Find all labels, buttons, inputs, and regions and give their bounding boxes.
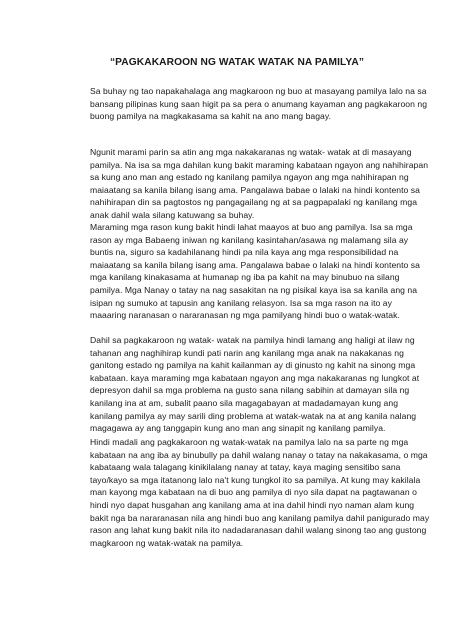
paragraph-line: hindi nyo dapat husgahan ang kanilang ama at ina dahil hindi nyo naman alam kung xyxy=(90,499,415,510)
paragraph-line: kanilang ina at am, subalit paano sila magagabayan at madadamayan kung ang xyxy=(90,397,399,408)
paragraph-line: kabataan. kaya maraming mga kabataan ngayon ang mga nakakaranas ng lungkot at xyxy=(90,372,420,383)
paragraph-line: pamilya. Na isa sa mga dahilan kung bakit maraming kabataan ngayon ang nahihirapan xyxy=(90,159,429,170)
paragraph-4 xyxy=(90,334,420,435)
paragraph-3 xyxy=(90,221,420,322)
paragraph-line: isipan ng sumuko at tapusin ang kanilang relasyon. Isa sa mga rason na ito ay xyxy=(90,297,392,308)
paragraph-line: man kayong mga kabataan na di buo ang pamilya di nyo sila dapat na pagtawanan o xyxy=(90,487,417,498)
paragraph-line: kabataang wala talagang kinikilalang nanay at tatay, kaya maging sensitibo sana xyxy=(90,462,401,473)
paragraph-line: tayo/kayo sa mga itatanong lalo na't kung tungkol ito sa pamilya. At kung may kakilala xyxy=(90,474,421,485)
paragraph-line: Dahil sa pagkakaroon ng watak- watak na pamilya hindi lamang ang haligi at ilaw ng xyxy=(90,335,415,345)
paragraph-line: maiaatang sa kanila bilang isang ama. Pangalawa babae o lalaki na hindi kontento sa xyxy=(90,184,420,195)
paragraph-line: buntis na, siguro sa kadahilanang hindi pa nila kaya ang mga responsibilidad na xyxy=(90,247,399,258)
paragraph-line: magagawa ay ang tanggapin kung ano man ang sinapit ng kanilang pamilya. xyxy=(90,423,386,434)
paragraph-line: mga kanilang kinakasama at humanap ng iba pa kahit na may binubuo na silang xyxy=(90,272,400,283)
paragraph-line: Ngunit marami parin sa atin ang mga nakakaranas ng watak- watak at di masayang xyxy=(90,147,412,157)
paragraph-line: depresyon dahil sa mga problema na gusto sana nilang sabihin at damayan sila ng xyxy=(90,385,410,396)
paragraph-line: bakit nga ba nararanasan nila ang hindi buo ang kanilang pamilya dahil panigurado may xyxy=(90,512,430,523)
paragraph-line: maaaring naranasan o nararanasan ng mga pamilyang hindi buo o watak-watak. xyxy=(90,310,400,321)
paragraph-line: maiaatang sa kanila bilang isang ama. Pangalawa babae o lalaki na hindi kontento sa xyxy=(90,259,420,270)
paragraph-5 xyxy=(90,436,430,549)
paragraph-line: tahanan ang naghihirap kundi pati narin ang kanilang mga anak na nakakanas ng xyxy=(90,347,404,358)
paragraph-line: rason ang lahat kung bakit nila ito nadadaranasan dahil walang sinong tao ang gustong xyxy=(90,525,427,536)
paragraph-line: rason ay mga Babaeng iniwan ng kanilang kasintahan/asawa ng malamang sila ay xyxy=(90,234,409,245)
paragraph-line: Hindi madali ang pagkakaroon ng watak-watak na pamilya lalo na sa parte ng mga xyxy=(90,437,409,447)
paragraph-line: Maraming mga rason kung bakit hindi lahat maayos at buo ang pamilya. Isa sa mga xyxy=(90,222,413,232)
paragraph-line: bansang pilipinas kung saan higit pa sa pera o anumang kayaman ang pagkakaroon ng xyxy=(90,98,428,109)
paragraph-line: ganitong estado ng pamilya na kahit kailanman ay di ginusto ng kahit na sinong mga xyxy=(90,360,416,371)
paragraph-line: anak dahil wala silang katuwang sa buhay. xyxy=(90,209,255,220)
paragraph-line: pamilya. Mga Nanay o tatay na nag sasakitan na ng pisikal kaya isa sa kanila ang na xyxy=(90,284,418,295)
paragraph-line: kanilang pamilya ay may sarili ding problema at watak-watak na at ang kanila nalang xyxy=(90,410,417,421)
paragraph-line: nahihirapan din sa pagtostos ng pangagailang ng at sa pagpapalaki ng kanilang mga xyxy=(90,197,418,208)
paragraph-1 xyxy=(90,85,428,123)
paragraph-2 xyxy=(90,146,429,222)
paragraph-line: Sa buhay ng tao napakahalaga ang magkaroon ng buo at masayang pamilya lalo na sa xyxy=(90,86,427,96)
paragraph-line: magkaroon ng watak-watak na pamilya. xyxy=(90,537,244,548)
paragraph-line: buong pamilya na magkakasama sa kahit na ano mang bagay. xyxy=(90,111,332,122)
document-title: “PAGKAKAROON NG WATAK WATAK NA PAMILYA” xyxy=(109,57,365,68)
paragraph-line: sa kung ano man ang estado ng kanilang pamilya ngayon ang mga nahihirapan ng xyxy=(90,172,409,183)
paragraph-line: kabataan na ang iba ay binubully pa dahil walang nanay o tatay na nakakasama, o mga xyxy=(90,449,428,460)
